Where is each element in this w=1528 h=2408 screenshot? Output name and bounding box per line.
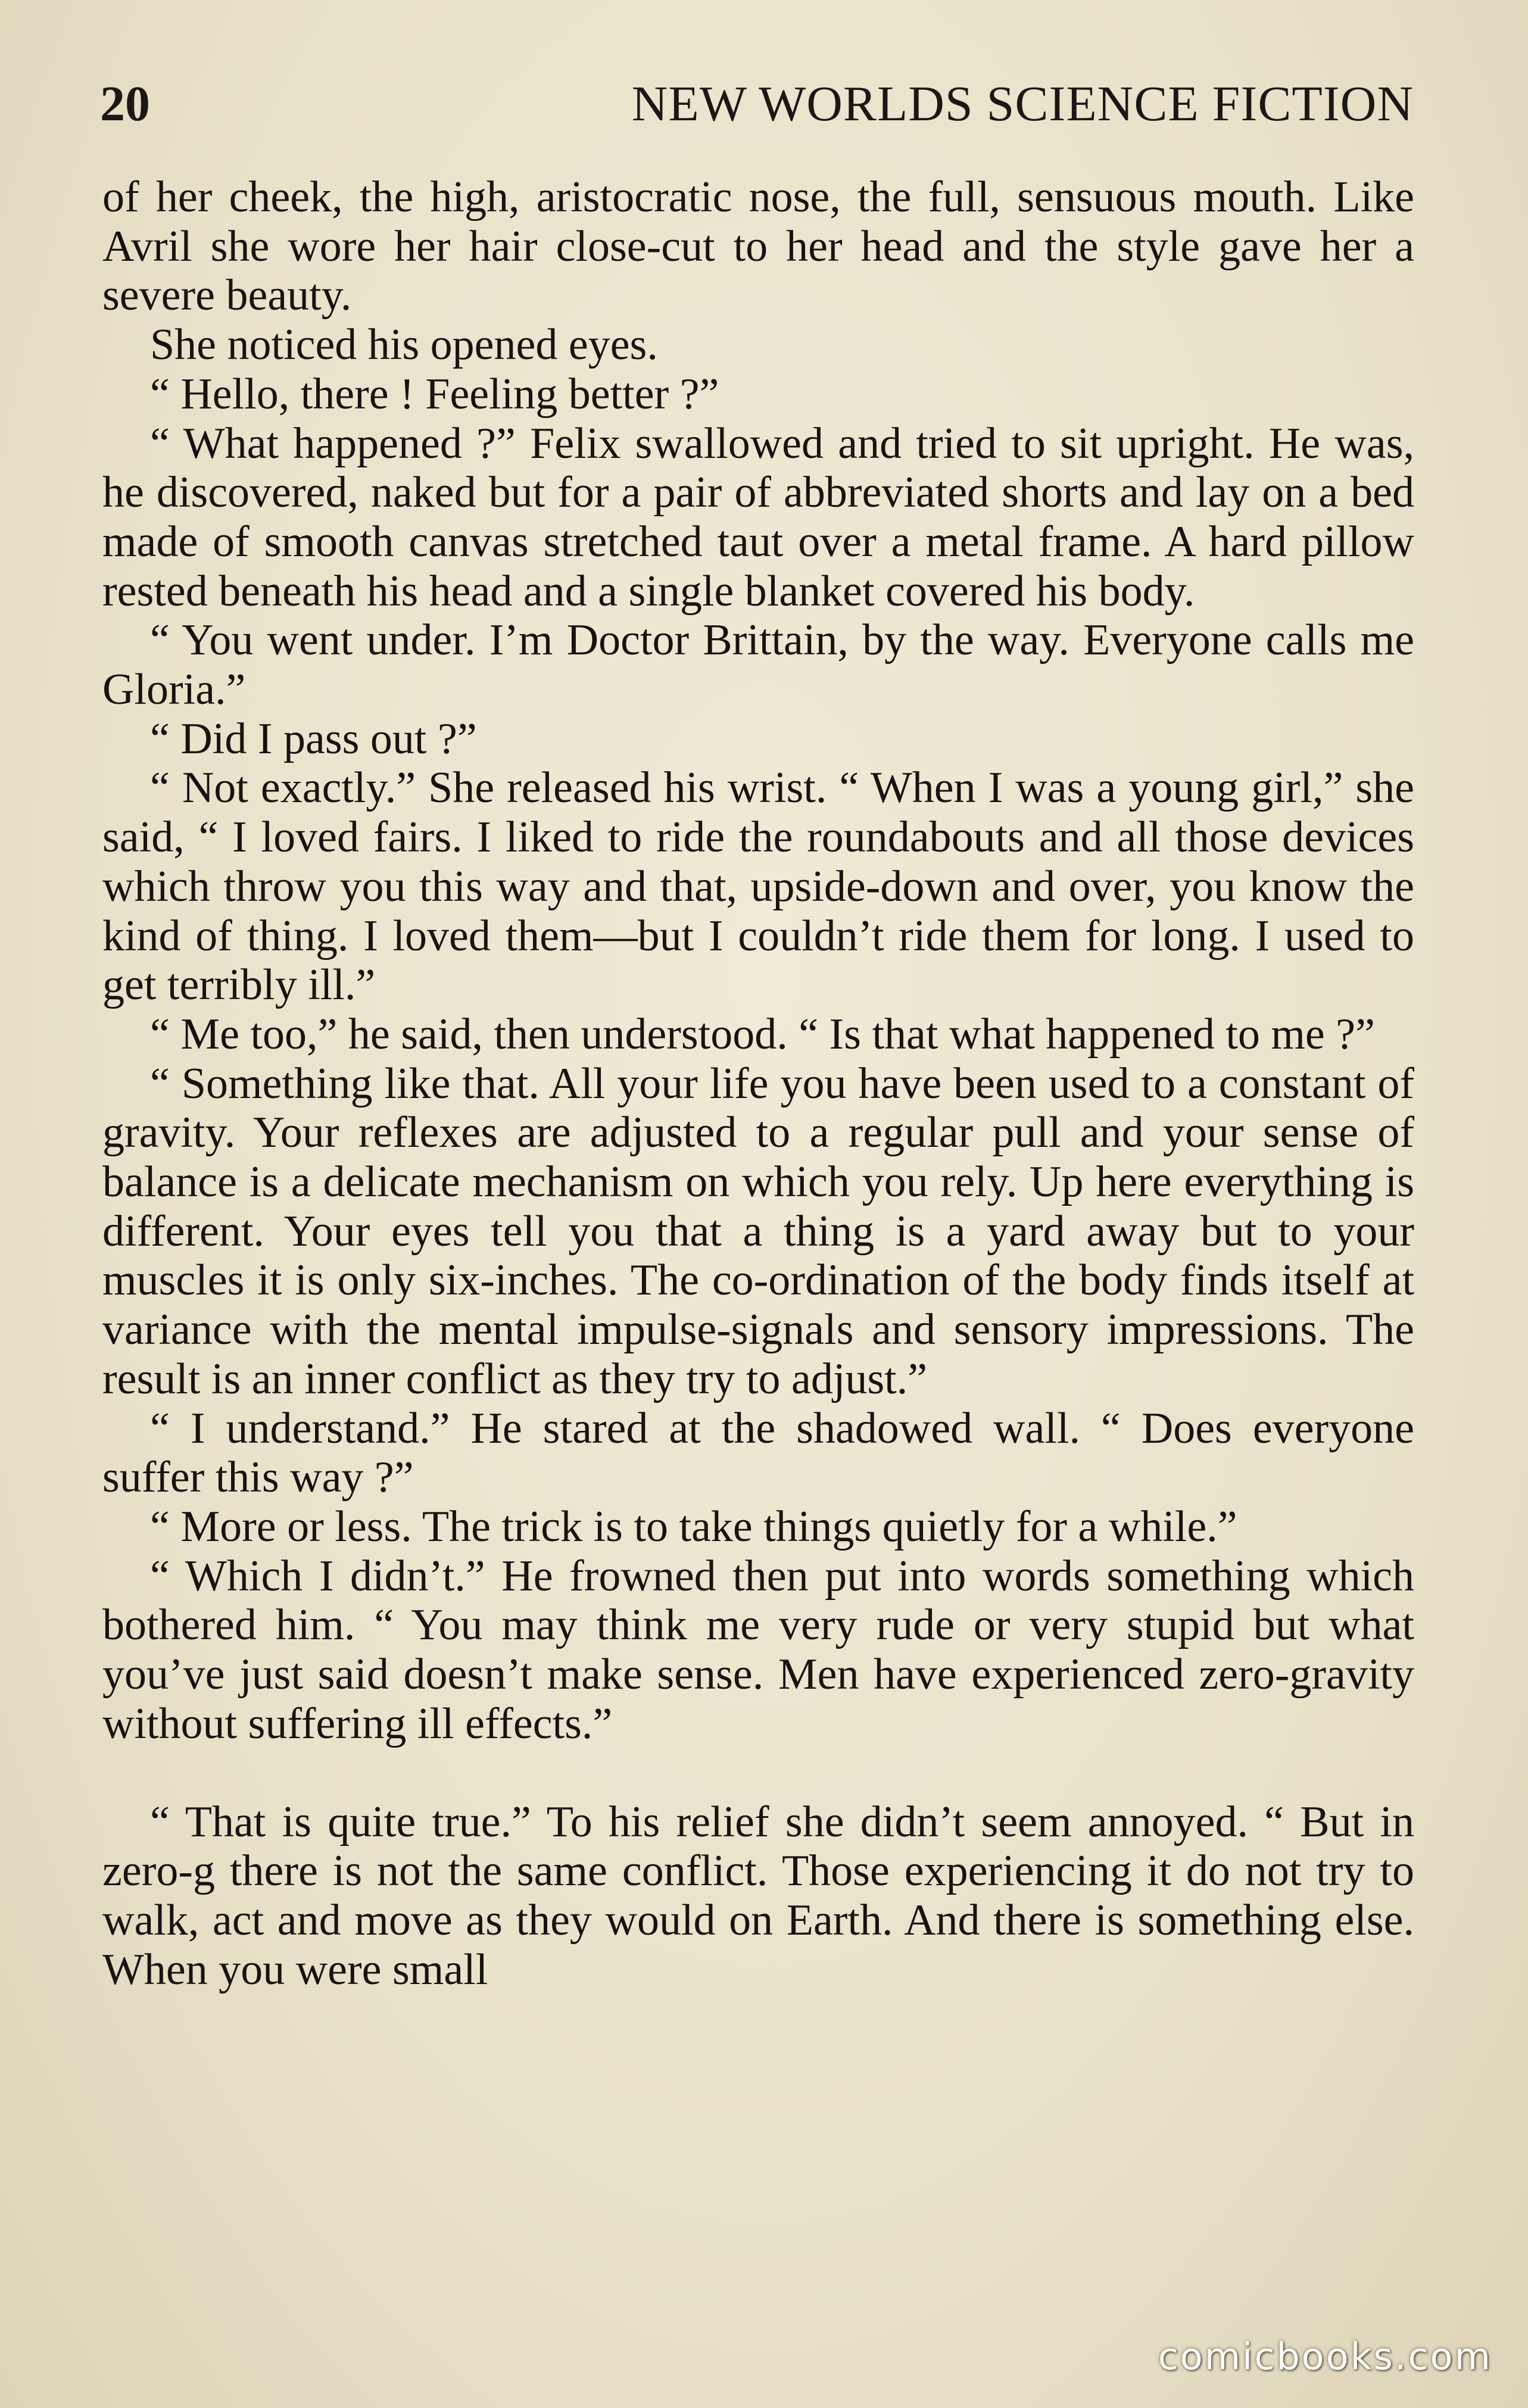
- paragraph: “ Me too,” he said, then understood. “ Is that what happened to me ?”: [150, 1009, 1375, 1059]
- paragraph: “ Did I pass out ?”: [150, 714, 477, 763]
- paragraph: “ Not exactly.” She released his wrist. “ When I was a young girl,” she said, “ I loved fairs. I liked to ride the roundabouts and all those devices which throw you this way and that, upside-down and over, you know the kind of thing. I loved them—but I couldn’t ride them for long. I used to get terribly ill.”: [102, 763, 1414, 1010]
- page-number: 20: [100, 76, 150, 132]
- paragraph: of her cheek, the high, aristocratic nose, the full, sensuous mouth. Like Avril she wore her hair close-cut to her head and the style gave her a severe beauty.: [102, 173, 1414, 320]
- body-text: [102, 173, 1414, 1994]
- paragraph: “ You went under. I’m Doctor Brittain, by the way. Everyone calls me Gloria.”: [102, 616, 1414, 715]
- paragraph: “ That is quite true.” To his relief she didn’t seem annoyed. “ But in zero-g there is not the same conflict. Those experiencing it do not try to walk, act and move as they would on Earth. And there is something else. When you were small: [102, 1797, 1414, 1994]
- paragraph: “ More or less. The trick is to take things quietly for a while.”: [150, 1502, 1237, 1551]
- running-title: NEW WORLDS SCIENCE FICTION: [631, 76, 1414, 132]
- paragraph: “ Something like that. All your life you have been used to a constant of gravity. Your reflexes are adjusted to a regular pull and your sense of balance is a delicate mechanism on which you rely. Up here everything is different. Your eyes tell you that a thing is a yard away but to your muscles it is only six-inches. The co-ordination of the body finds itself at variance with the mental impulse-signals and sensory impressions. The result is an inner conflict as they try to adjust.”: [102, 1059, 1414, 1403]
- paragraph: “ Which I didn’t.” He frowned then put into words something which bothered him. “ You may think me very rude or very stupid but what you’ve just said doesn’t make sense. Men have experienced zero-gravity without suffering ill effects.”: [102, 1551, 1414, 1748]
- paragraph: She noticed his opened eyes.: [150, 320, 658, 370]
- paragraph: “ I understand.” He stared at the shadowed wall. “ Does everyone suffer this way ?”: [102, 1403, 1414, 1502]
- page-header: [100, 71, 1414, 137]
- paragraph: “ What happened ?” Felix swallowed and tried to sit upright. He was, he discovered, naked but for a pair of abbreviated shorts and lay on a bed made of smooth canvas stretched taut over a metal frame. A hard pillow rested beneath his head and a single blanket covered his body.: [102, 419, 1414, 616]
- paragraph: “ Hello, there ! Feeling better ?”: [150, 369, 719, 419]
- watermark: comicbooks.com: [1158, 2335, 1492, 2378]
